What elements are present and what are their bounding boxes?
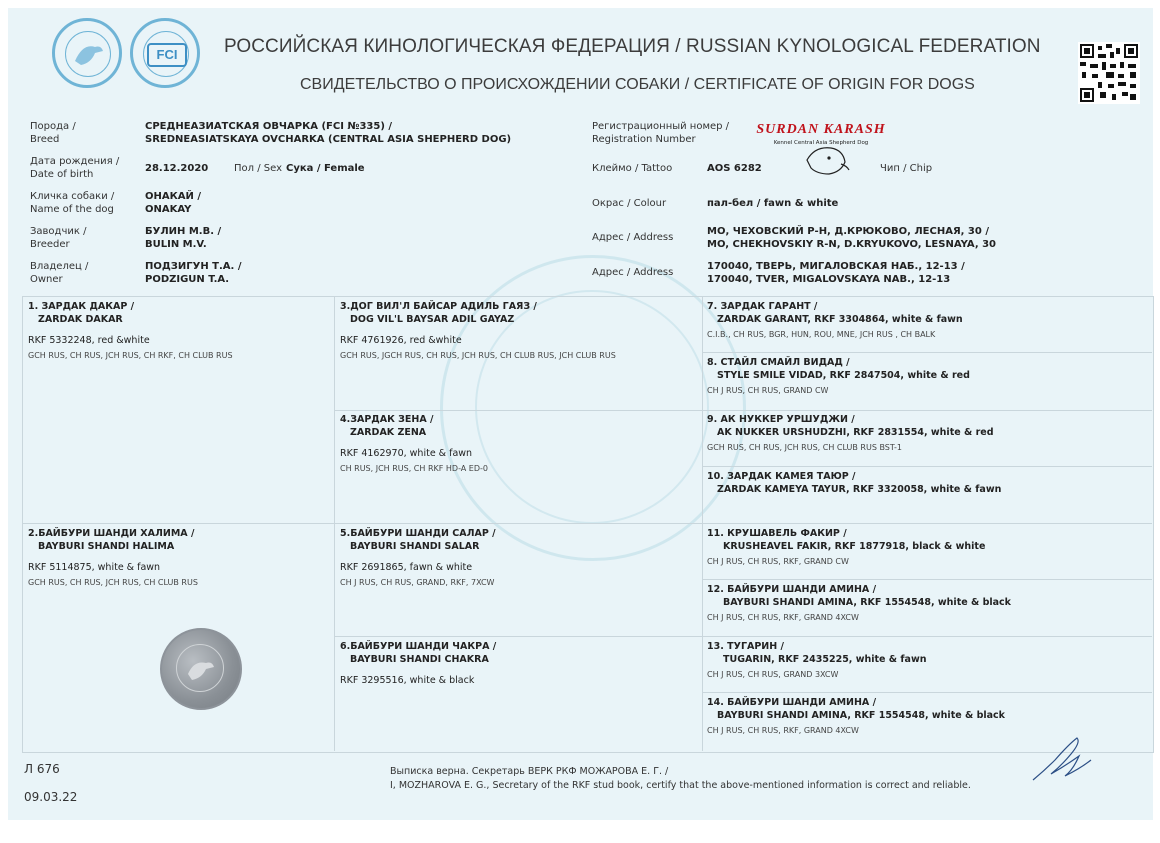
ancestor-12: 12. БАЙБУРИ ШАНДИ АМИНА / BAYBURI SHANDI AMINA, RKF 1554548, white & black CH J RUS, CH RUS, RKF, GRAND 4XCW <box>707 584 1011 622</box>
fci-logo-icon <box>130 18 200 88</box>
document-number: Л 676 <box>24 762 60 776</box>
kennel-name: SURDAN KARASH <box>756 122 886 137</box>
ancestor-8: 8. СТАЙЛ СМАЙЛ ВИДАД / STYLE SMILE VIDAD, RKF 2847504, white & red CH J RUS, CH RUS, GRAND CW <box>707 357 970 395</box>
breed-value: СРЕДНЕАЗИАТСКАЯ ОВЧАРКА (FCI №335) / SREDNEASIATSKAYA OVCHARKA (CENTRAL ASIA SHEPHERD DOG) <box>145 121 512 145</box>
ancestor-9: 9. АК НУККЕР УРШУДЖИ / AK NUKKER URSHUDZHI, RKF 2831554, white & red GCH RUS, CH RUS, JCH RUS, CH CLUB RUS BST-1 <box>707 414 994 452</box>
pedigree-divider <box>334 410 1152 411</box>
breeder-value: БУЛИН М.В. / BULIN M.V. <box>145 226 222 250</box>
dob-label: Дата рождения / Date of birth <box>30 156 120 180</box>
certification-en: I, MOZHAROVA E. G., Secretary of the RKF stud book, certify that the above-mentioned information is correct and reliable. <box>390 780 971 791</box>
owner-value: ПОДЗИГУН Т.А. / PODZIGUN T.A. <box>145 261 242 285</box>
ancestor-3: 3.ДОГ ВИЛ'Л БАЙСАР АДИЛЬ ГАЯЗ / DOG VIL'L BAYSAR ADIL GAYAZ RKF 4761926, red &white GCH RUS, JGCH RUS, CH RUS, JCH RUS, CH CLUB RUS, JCH CLUB RUS <box>340 301 616 360</box>
owner-address-value: 170040, ТВЕРЬ, МИГАЛОВСКАЯ НАБ., 12-13 / 170040, TVER, MIGALOVSKAYA NAB., 12-13 <box>707 261 965 285</box>
owner-label: Владелец / Owner <box>30 261 89 285</box>
page-subtitle: СВИДЕТЕЛЬСТВО О ПРОИСХОЖДЕНИИ СОБАКИ / CERTIFICATE OF ORIGIN FOR DOGS <box>300 76 975 93</box>
dob-value: 28.12.2020 <box>145 163 209 174</box>
pedigree-divider <box>702 466 1152 467</box>
fci-logo-text: FCI <box>147 43 187 67</box>
sex-label: Пол / Sex <box>234 163 282 174</box>
ancestor-14: 14. БАЙБУРИ ШАНДИ АМИНА / BAYBURI SHANDI AMINA, RKF 1554548, white & black CH J RUS, CH RUS, RKF, GRAND 4XCW <box>707 697 1005 735</box>
certification-ru: Выписка верна. Секретарь ВЕРК РКФ МОЖАРОВА Е. Г. / <box>390 766 669 777</box>
kennel-logo <box>745 120 897 184</box>
ancestor-10: 10. ЗАРДАК КАМЕЯ ТАЮР / ZARDAK KAMEYA TAYUR, RKF 3320058, white & fawn <box>707 471 1002 495</box>
pedigree-divider <box>334 636 1152 637</box>
breeder-address-label: Адрес / Address <box>592 232 674 243</box>
ancestor-11: 11. КРУШАВЕЛЬ ФАКИР / KRUSHEAVEL FAKIR, RKF 1877918, black & white CH J RUS, CH RUS, RKF, GRAND CW <box>707 528 986 566</box>
breeder-label: Заводчик / Breeder <box>30 226 87 250</box>
signature-icon <box>1025 730 1095 790</box>
ancestor-sire: 1. ЗАРДАК ДАКАР / ZARDAK DAKAR RKF 5332248, red &white GCH RUS, CH RUS, JCH RUS, CH RKF, CH CLUB RUS <box>28 301 233 360</box>
dog-name-value: ОНАКАЙ / ONAKAY <box>145 191 202 215</box>
rkf-logo-icon <box>52 18 122 88</box>
ancestor-6: 6.БАЙБУРИ ШАНДИ ЧАКРА / BAYBURI SHANDI CHAKRA RKF 3295516, white & black <box>340 641 497 686</box>
kennel-subtitle: Kennel Central Asia Shepherd Dog <box>773 140 869 146</box>
breed-label: Порода / Breed <box>30 121 76 145</box>
colour-label: Окрас / Colour <box>592 198 667 209</box>
sex-value: Сука / Female <box>286 163 365 174</box>
ancestor-4: 4.ЗАРДАК ЗЕНА / ZARDAK ZENA RKF 4162970, white & fawn CH RUS, JCH RUS, CH RKF HD-A ED-0 <box>340 414 488 473</box>
chip-label: Чип / Chip <box>880 163 933 174</box>
tattoo-value: AOS 6282 <box>707 163 762 174</box>
dog-name-label: Кличка собаки / Name of the dog <box>30 191 115 215</box>
colour-value: пал-бел / fawn & white <box>707 198 839 209</box>
pedigree-divider <box>702 692 1152 693</box>
page-title: РОССИЙСКАЯ КИНОЛОГИЧЕСКАЯ ФЕДЕРАЦИЯ / RUSSIAN KYNOLOGICAL FEDERATION <box>224 36 1041 57</box>
pedigree-divider <box>702 352 1152 353</box>
embossed-seal-icon <box>160 628 242 710</box>
ancestor-7: 7. ЗАРДАК ГАРАНТ / ZARDAK GARANT, RKF 3304864, white & fawn C.I.B., CH RUS, BGR, HUN, ROU, MNE, JCH RUS , CH BALK <box>707 301 963 339</box>
pedigree-divider <box>702 579 1152 580</box>
breeder-address-value: МО, ЧЕХОВСКИЙ Р-Н, Д.КРЮКОВО, ЛЕСНАЯ, 30 / MO, CHEKHOVSKIY R-N, D.KRYUKOVO, LESNAYA, 30 <box>707 226 997 250</box>
owner-address-label: Адрес / Address <box>592 267 674 278</box>
ancestor-13: 13. ТУГАРИН / TUGARIN, RKF 2435225, white & fawn CH J RUS, CH RUS, GRAND 3XCW <box>707 641 927 679</box>
issue-date: 09.03.22 <box>24 790 78 804</box>
qr-code-icon <box>1078 42 1140 104</box>
tattoo-label: Клеймо / Tattoo <box>592 163 673 174</box>
registration-label: Регистрационный номер / Registration Number <box>592 121 730 145</box>
ancestor-dam: 2.БАЙБУРИ ШАНДИ ХАЛИМА / BAYBURI SHANDI HALIMA RKF 5114875, white & fawn GCH RUS, CH RUS, JCH RUS, CH CLUB RUS <box>28 528 198 587</box>
greyhound-icon <box>55 21 119 85</box>
dog-head-icon <box>745 120 897 184</box>
pedigree-divider <box>22 523 1152 524</box>
ancestor-5: 5.БАЙБУРИ ШАНДИ САЛАР / BAYBURI SHANDI SALAR RKF 2691865, fawn & white CH J RUS, CH RUS, GRAND, RKF, 7XCW <box>340 528 496 587</box>
